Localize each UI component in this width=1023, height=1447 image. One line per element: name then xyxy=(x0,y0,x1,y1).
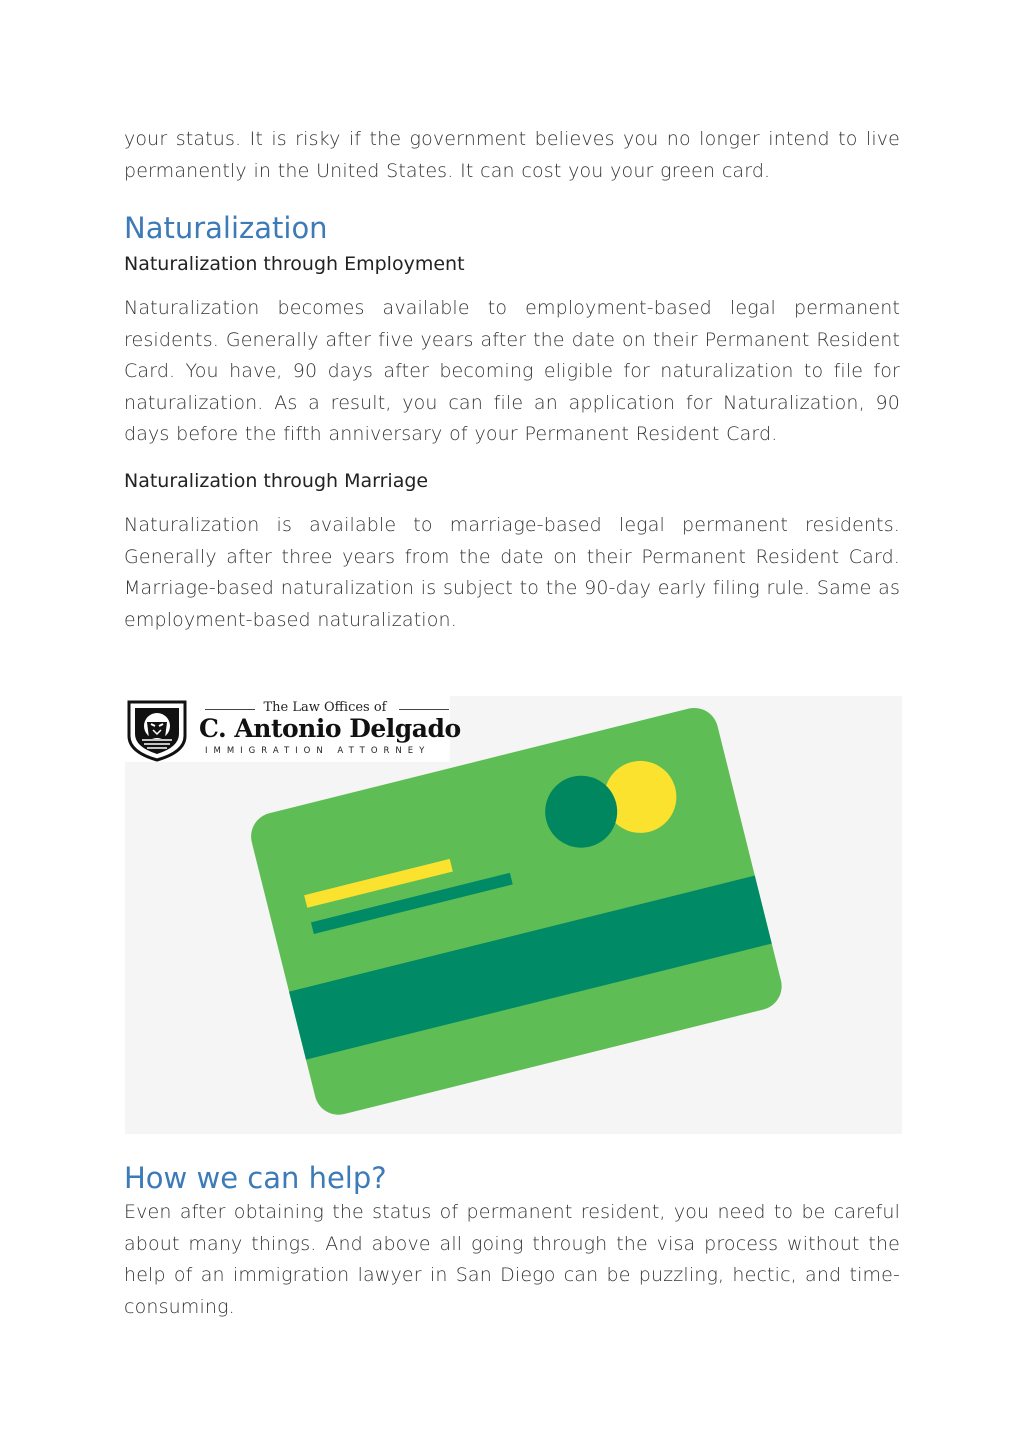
intro-paragraph: your status. It is risky if the government believes you no longer intend to live permanently in the United States. It can cost you your green card. xyxy=(124,128,900,182)
marriage-subheading: Naturalization through Marriage xyxy=(124,470,429,492)
logo-top-line: The Law Offices of xyxy=(201,700,449,715)
employment-paragraph: Naturalization becomes available to employment-based legal permanent residents. Generally after five years after the date on their Permanent Resident Card. You have, 90 days after becoming eligible for naturalization to file for naturalization. As a result, you can file an application for Naturalization, 90 days before the fifth anniversary of your Permanent Resident Card. xyxy=(124,297,900,446)
marriage-paragraph: Naturalization is available to marriage-based legal permanent residents. Generally after three years from the date on their Permanent Resident Card. Marriage-based naturalization is subject to the 90-day early filing rule. Same as employment-based naturalization. xyxy=(124,514,900,631)
help-paragraph: Even after obtaining the status of permanent resident, you need to be careful about many things. And above all going through the visa process without the help of an immigration lawyer in San Diego can be puzzling, hectic, and time-consuming. xyxy=(124,1201,900,1318)
green-card-illustration xyxy=(125,696,902,1134)
naturalization-heading: Naturalization xyxy=(124,211,328,245)
logo-subtitle: IMMIGRATION ATTORNEY xyxy=(205,746,431,756)
help-heading: How we can help? xyxy=(124,1161,387,1195)
logo-name: C. Antonio Delgado xyxy=(199,714,461,743)
lion-shield-icon xyxy=(125,696,189,762)
employment-subheading: Naturalization through Employment xyxy=(124,253,465,275)
law-office-logo xyxy=(125,696,461,762)
